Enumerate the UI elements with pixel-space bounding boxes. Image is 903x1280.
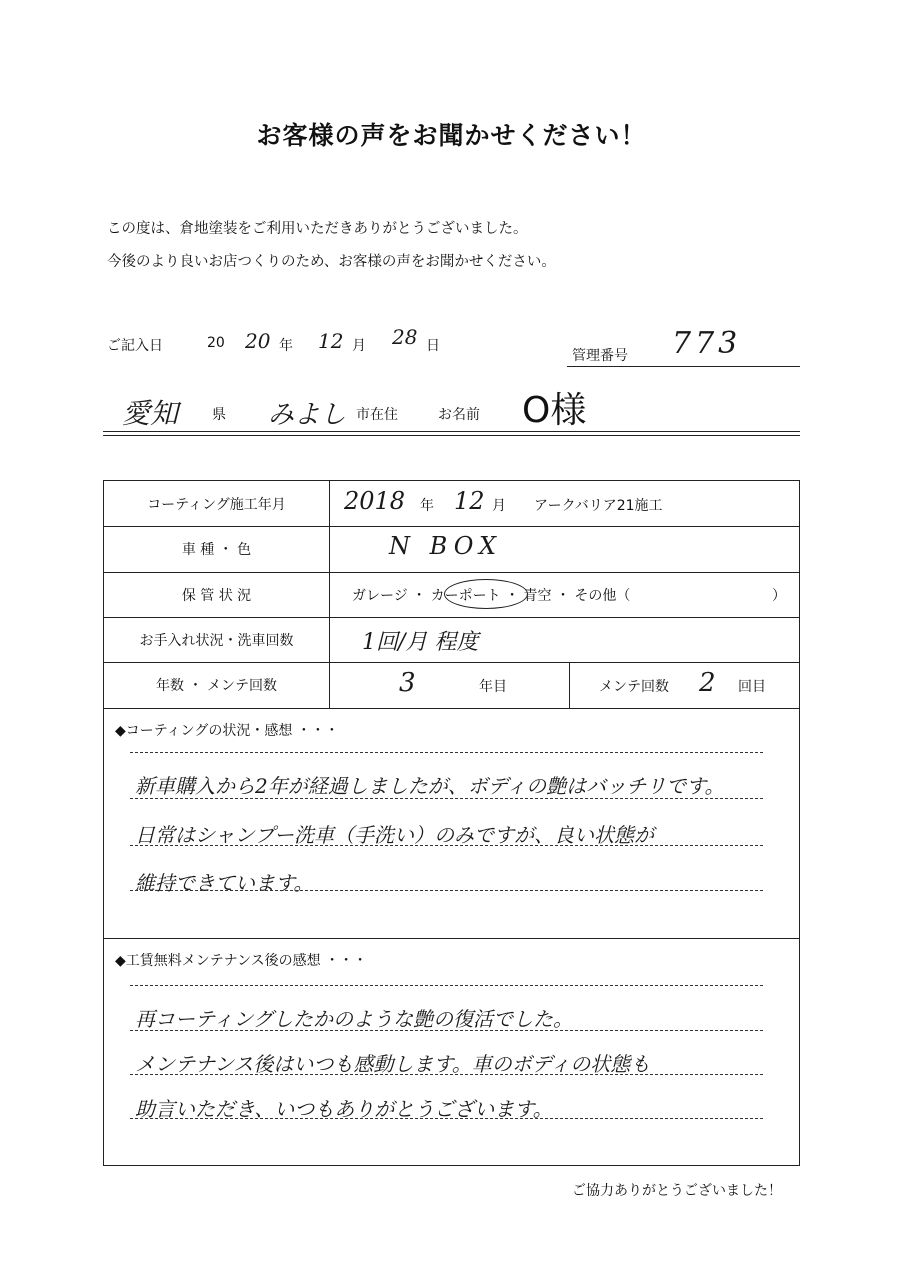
footer-thanks: ご協力ありがとうございました！: [572, 1183, 782, 1199]
section1-rule-1: [130, 752, 763, 753]
management-underline: [567, 366, 800, 367]
date-month-value: 12: [318, 329, 344, 353]
row-car: [104, 526, 799, 573]
date-year-value: 20: [245, 329, 271, 353]
prefecture-value: 愛知: [122, 397, 179, 430]
date-label: ご記入日: [107, 338, 163, 354]
date-year-unit: 年: [279, 338, 293, 354]
years-value: 3: [399, 668, 416, 698]
section2-rule-3: [130, 1074, 763, 1075]
management-number: 773: [672, 326, 742, 361]
car-label: 車 種 ・ 色: [181, 542, 252, 558]
section2-rule-1: [130, 985, 763, 986]
storage-selected-circle: [444, 579, 528, 609]
city-value: みよし: [268, 400, 347, 430]
section1-line-3: 維持できています。: [135, 871, 314, 895]
coating-year-unit: 年: [420, 498, 434, 514]
intro-line-1: この度は、倉地塗装をご利用いただきありがとうございました。: [107, 221, 528, 237]
section2-line-1: 再コーティングしたかのような艶の復活でした。: [135, 1007, 573, 1031]
coating-month-unit: 月: [492, 498, 506, 514]
address-underline-1: [103, 431, 800, 432]
section2-line-2: メンテナンス後はいつも感動します。車のボディの状態も: [135, 1052, 651, 1076]
years-label: 年数 ・ メンテ回数: [156, 678, 277, 694]
section1-line-2: 日常はシャンプー洗車（手洗い）のみですが、良い状態が: [135, 823, 654, 847]
coating-month-value: 12: [454, 487, 485, 515]
maintenance-value: 2: [699, 668, 716, 698]
section1-rule-4: [130, 890, 763, 891]
care-label: お手入れ状況・洗車回数: [139, 632, 294, 649]
section1-rule-3: [130, 845, 763, 846]
coating-year-value: 2018: [344, 487, 406, 515]
section2-heading: ◆工賃無料メンテナンス後の感想 ・・・: [115, 953, 368, 969]
row-coating-date: [104, 481, 799, 527]
maintenance-unit: 回目: [738, 679, 766, 695]
years-unit: 年目: [479, 679, 507, 695]
car-value: N BOX: [389, 532, 503, 560]
section1-line-1: 新車購入から2年が経過しましたが、ボディの艶はバッチリです。: [135, 774, 725, 798]
date-day-unit: 日: [426, 338, 440, 354]
section1-heading: ◆コーティングの状況・感想 ・・・: [115, 723, 339, 739]
management-label: 管理番号: [572, 348, 628, 364]
name-label: お名前: [438, 407, 480, 423]
row-storage: [104, 572, 799, 618]
section1-rule-2: [130, 798, 763, 799]
customer-name: O様: [522, 390, 587, 431]
section2-rule-2: [130, 1030, 763, 1031]
storage-label: 保 管 状 況: [181, 587, 252, 604]
prefecture-unit: 県: [212, 407, 226, 423]
coating-product: アークバリア21施工: [534, 498, 663, 514]
storage-close: ）: [772, 588, 786, 604]
date-month-unit: 月: [352, 338, 366, 354]
row-years: [104, 662, 799, 709]
maintenance-label: メンテ回数: [599, 679, 669, 695]
page-title: お客様の声をお聞かせください！: [256, 121, 647, 150]
storage-options: ガレージ ・ カーポート ・ 青空 ・ その他（: [352, 588, 631, 604]
address-underline-2: [103, 435, 800, 436]
date-century: 20: [207, 335, 225, 351]
date-day-value: 28: [392, 325, 418, 349]
row-care: [104, 617, 799, 663]
section2-rule-4: [130, 1118, 763, 1119]
section2-line-3: 助言いただき、いつもありがとうございます。: [135, 1097, 553, 1121]
care-value: 1回/月 程度: [362, 630, 479, 655]
city-unit: 市在住: [356, 407, 398, 423]
coating-date-label: コーティング施工年月: [147, 496, 286, 513]
intro-line-2: 今後のより良いお店つくりのため、お客様の声をお聞かせください。: [107, 254, 556, 270]
